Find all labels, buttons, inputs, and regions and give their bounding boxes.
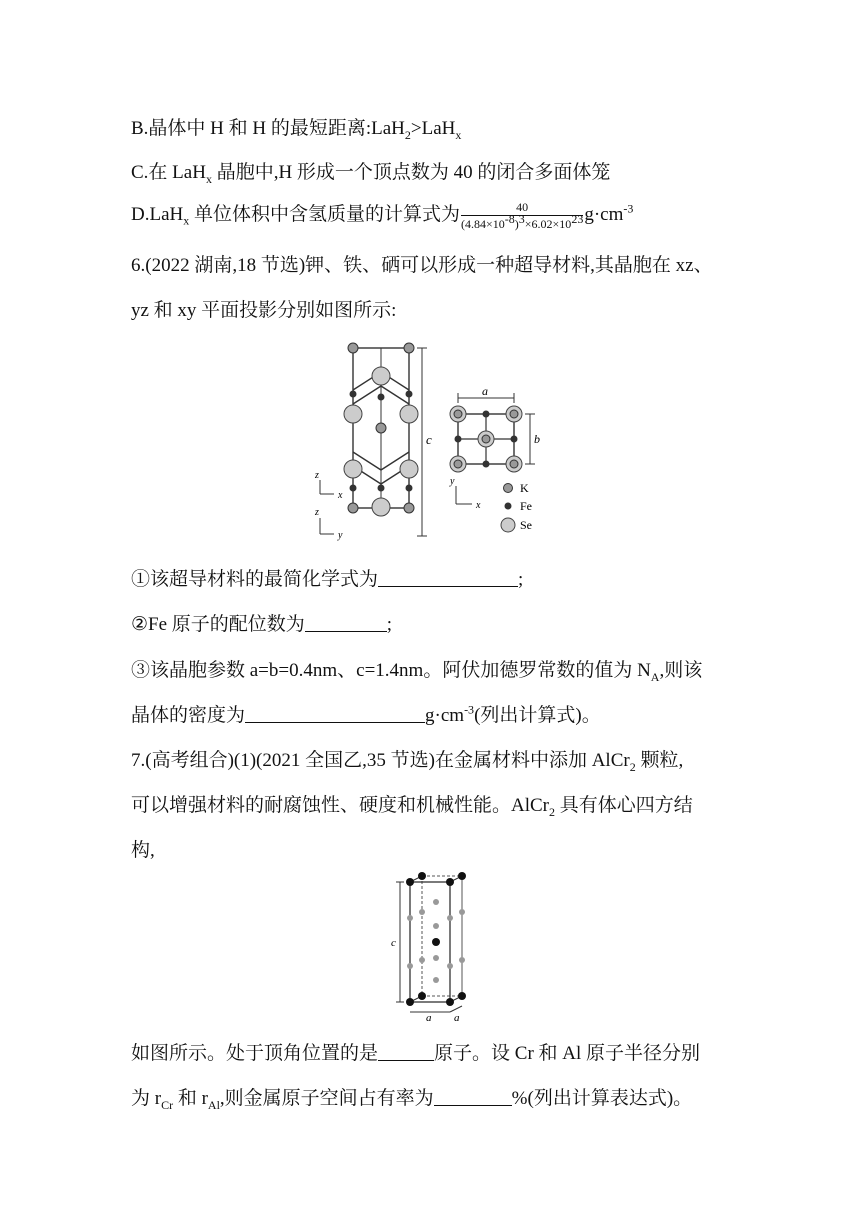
label-a: a [426,1012,432,1022]
q6-sub3-line1: ③该晶胞参数 a=b=0.4nm、c=1.4nm。阿伏加德罗常数的值为 $N_A$,则该 [131,660,703,684]
axis-x: x [338,490,343,501]
superscript: -3 [623,201,634,216]
q6-sub2: ②Fe 原子的配位数为 ; [131,614,393,635]
option-b-text: B.晶体中 H 和 H 的最短距离:LaH [131,118,405,139]
corner-atom [458,992,466,1000]
q7-line4: 如图所示。处于顶角位置的是 原子。设 Cr 和 Al 原子半径分别 [131,1043,701,1064]
subscript: 2 [549,804,556,819]
legend-k-label: K [520,481,529,495]
edge-atom [459,957,465,963]
fe-atom [483,461,490,468]
k-atom [404,343,414,353]
edge-atom [447,915,453,921]
inner-atom [433,977,439,983]
subscript: Al [207,1097,220,1112]
answer-blank[interactable] [434,1087,512,1106]
axis-y: y [338,530,343,541]
k-atom [348,343,358,353]
fe-atom [378,394,385,401]
fraction-denominator: $(4.84\times 10^{-8})^3\times 6.02\times 10^{23}$ [461,212,584,231]
subscript: x [205,171,212,186]
fe-atom [511,436,518,443]
answer-blank[interactable] [305,613,387,632]
se-atom [400,405,418,423]
edge-atom [407,915,413,921]
fe-atom [378,485,385,492]
crystal-projection-figure [310,338,550,543]
legend-k-marker [504,484,513,493]
unit: g·cm [584,203,624,225]
answer-blank[interactable] [378,568,518,587]
inner-atom [433,899,439,905]
subscript: x [183,213,190,228]
axis-y: y [450,476,455,487]
q7-line3: 构, [131,840,155,861]
k-atom [510,460,518,468]
axis-x: x [476,500,481,511]
fe-atom [455,436,462,443]
subscript: 2 [404,127,411,142]
fe-atom [350,485,357,492]
label-c: c [391,937,396,949]
label-a: a [454,1012,460,1022]
corner-atom [406,998,414,1006]
density-fraction [461,200,583,231]
q6-line2: yz 和 xy 平面投影分别如图所示: [131,300,397,321]
inner-atom [433,923,439,929]
subscript: A [650,669,660,684]
edge-atom [419,909,425,915]
option-d [131,200,633,231]
fe-atom [406,391,413,398]
option-c-text: 晶胞中,H 形成一个顶点数为 40 的闭合多面体笼 [211,162,611,183]
corner-atom [446,878,454,886]
option-c [131,160,610,186]
corner-atom [406,878,414,886]
subscript: 2 [629,759,636,774]
inner-atom [433,955,439,961]
q7-line1: 7.(高考组合)(1)(2021 全国乙,35 节选)在金属材料中添加 AlCr$_2$ 颗粒, [131,750,684,774]
edge-atom [447,963,453,969]
legend-fe-label: Fe [520,499,532,513]
q6-sub1: ①该超导材料的最简化学式为 ; [131,569,524,590]
k-atom [482,435,490,443]
label-a: a [482,384,488,398]
fraction-numerator: 40 [461,200,583,216]
corner-atom [446,998,454,1006]
label-c: c [426,432,432,447]
q7-line5: 为 $r_{Cr}$ 和 $r_{Al}$,则金属原子空间占有率为 %(列出计算表达式)。 [131,1088,693,1112]
answer-blank[interactable] [378,1042,434,1061]
fe-atom [483,411,490,418]
se-atom [372,367,390,385]
legend-fe-marker [505,503,512,510]
q7-line2: 可以增强材料的耐腐蚀性、硬度和机械性能。AlCr$_2$ 具有体心四方结 [131,795,693,819]
edge-atom [419,957,425,963]
option-b-text: >LaH [410,118,456,139]
se-atom [400,460,418,478]
se-atom [372,498,390,516]
legend-se-label: Se [520,518,532,532]
option-b [131,116,461,142]
k-atom [348,503,358,513]
subscript: Cr [161,1097,174,1112]
k-atom [376,423,386,433]
corner-atom [418,872,426,880]
q6-sub3-line2: 晶体的密度为 $g\cdot cm^{-3}$(列出计算式)。 [131,702,601,726]
se-atom [344,405,362,423]
option-d-text: D.LaH [131,203,184,225]
q6-line1: 6.(2022 湖南,18 节选)钾、铁、硒可以形成一种超导材料,其晶胞在 xz、 [131,255,713,276]
alcr2-unit-cell-figure [388,872,478,1022]
fe-atom [350,391,357,398]
edge-atom [459,909,465,915]
corner-atom [418,992,426,1000]
legend-se-marker [501,518,515,532]
k-atom [510,410,518,418]
label-b: b [534,432,540,446]
option-d-text: 单位体积中含氢质量的计算式为 [189,203,460,225]
body-center-atom [432,938,440,946]
se-atom [344,460,362,478]
edge-atom [407,963,413,969]
axis-z: z [315,470,319,481]
k-atom [454,410,462,418]
corner-atom [458,872,466,880]
k-atom [454,460,462,468]
k-atom [404,503,414,513]
option-c-text: C.在 LaH [131,162,206,183]
fe-atom [406,485,413,492]
answer-blank[interactable] [245,704,425,723]
subscript: x [455,127,462,142]
superscript: -3 [464,702,475,717]
axis-z: z [315,507,319,518]
